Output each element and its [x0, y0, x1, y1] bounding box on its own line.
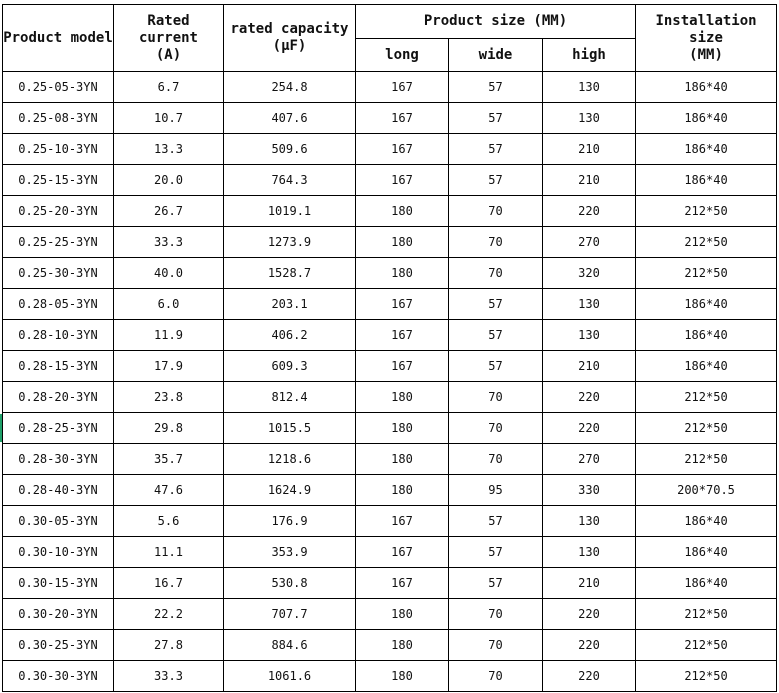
table-row	[3, 258, 777, 289]
cell-rated-capacity[interactable]: 1015.5	[224, 413, 356, 444]
cell-product-model[interactable]: 0.30-05-3YN	[3, 506, 114, 537]
cell-wide[interactable]: 70	[449, 661, 543, 692]
cell-installation-size[interactable]: 186*40	[636, 289, 777, 320]
cell-product-model[interactable]: 0.30-20-3YN	[3, 599, 114, 630]
cell-product-model[interactable]: 0.25-08-3YN	[3, 103, 114, 134]
cell-rated-capacity[interactable]: 509.6	[224, 134, 356, 165]
cell-rated-capacity[interactable]: 1019.1	[224, 196, 356, 227]
cell-rated-current[interactable]: 23.8	[114, 382, 224, 413]
cell-rated-current[interactable]: 47.6	[114, 475, 224, 506]
table-row	[3, 227, 777, 258]
cell-installation-size[interactable]: 186*40	[636, 568, 777, 599]
table-row	[3, 506, 777, 537]
cell-high[interactable]: 220	[543, 196, 636, 227]
cell-rated-capacity[interactable]: 812.4	[224, 382, 356, 413]
product-spec-table	[2, 4, 777, 692]
table-row	[3, 661, 777, 692]
cell-long[interactable]: 180	[356, 227, 449, 258]
cell-long[interactable]: 167	[356, 165, 449, 196]
header-product-size-label: Product size (MM)	[423, 13, 568, 29]
table-row	[3, 351, 777, 382]
cell-rated-current[interactable]: 27.8	[114, 630, 224, 661]
cell-product-model[interactable]: 0.25-30-3YN	[3, 258, 114, 289]
cell-long[interactable]: 180	[356, 475, 449, 506]
cell-high[interactable]: 130	[543, 320, 636, 351]
table-row	[3, 165, 777, 196]
cell-product-model[interactable]: 0.30-30-3YN	[3, 661, 114, 692]
cell-wide[interactable]: 57	[449, 103, 543, 134]
cell-rated-current[interactable]: 20.0	[114, 165, 224, 196]
cell-wide[interactable]: 70	[449, 227, 543, 258]
cell-high[interactable]: 130	[543, 289, 636, 320]
cell-installation-size[interactable]: 186*40	[636, 320, 777, 351]
cell-installation-size[interactable]: 186*40	[636, 506, 777, 537]
cell-rated-capacity[interactable]: 203.1	[224, 289, 356, 320]
cell-rated-current[interactable]: 11.1	[114, 537, 224, 568]
cell-high[interactable]: 220	[543, 599, 636, 630]
cell-product-model[interactable]: 0.28-30-3YN	[3, 444, 114, 475]
table-row	[3, 196, 777, 227]
cell-product-model[interactable]: 0.28-15-3YN	[3, 351, 114, 382]
cell-installation-size[interactable]: 186*40	[636, 351, 777, 382]
cell-installation-size[interactable]: 212*50	[636, 258, 777, 289]
table-header	[3, 5, 777, 72]
header-rated-capacity-label: rated capacity	[230, 21, 349, 37]
cell-long[interactable]: 167	[356, 537, 449, 568]
cell-wide[interactable]: 70	[449, 413, 543, 444]
cell-product-model[interactable]: 0.28-05-3YN	[3, 289, 114, 320]
table-row	[3, 289, 777, 320]
cell-product-model[interactable]: 0.25-15-3YN	[3, 165, 114, 196]
cell-long[interactable]: 180	[356, 258, 449, 289]
cell-product-model[interactable]: 0.30-15-3YN	[3, 568, 114, 599]
cell-rated-capacity[interactable]: 1218.6	[224, 444, 356, 475]
cell-long[interactable]: 167	[356, 506, 449, 537]
cell-rated-current[interactable]: 22.2	[114, 599, 224, 630]
cell-high[interactable]: 210	[543, 134, 636, 165]
table-row	[3, 537, 777, 568]
header-wide-label: wide	[478, 46, 513, 63]
cell-product-model[interactable]: 0.28-20-3YN	[3, 382, 114, 413]
cell-wide[interactable]: 57	[449, 289, 543, 320]
cell-installation-size[interactable]: 200*70.5	[636, 475, 777, 506]
cell-high[interactable]: 220	[543, 630, 636, 661]
cell-wide[interactable]: 57	[449, 568, 543, 599]
header-rated-capacity	[224, 5, 356, 72]
cell-installation-size[interactable]: 212*50	[636, 382, 777, 413]
cell-high[interactable]: 270	[543, 444, 636, 475]
cell-long[interactable]: 167	[356, 289, 449, 320]
header-high-label: high	[572, 46, 606, 63]
header-rated-capacity-unit: (μF)	[272, 38, 307, 54]
cell-rated-capacity[interactable]: 407.6	[224, 103, 356, 134]
table-row	[3, 72, 777, 103]
cell-rated-current[interactable]: 17.9	[114, 351, 224, 382]
header-wide	[449, 39, 543, 72]
cell-high[interactable]: 220	[543, 382, 636, 413]
cell-long[interactable]: 167	[356, 320, 449, 351]
table-row	[3, 134, 777, 165]
table-row	[3, 103, 777, 134]
cell-high[interactable]: 320	[543, 258, 636, 289]
cell-wide[interactable]: 70	[449, 382, 543, 413]
cell-product-model[interactable]: 0.25-10-3YN	[3, 134, 114, 165]
cell-rated-current[interactable]: 5.6	[114, 506, 224, 537]
cell-wide[interactable]: 70	[449, 196, 543, 227]
cell-long[interactable]: 180	[356, 599, 449, 630]
cell-wide[interactable]: 57	[449, 537, 543, 568]
header-installation-size-label: Installation size	[655, 12, 757, 46]
cell-product-model[interactable]: 0.28-10-3YN	[3, 320, 114, 351]
header-installation-size	[636, 5, 777, 72]
cell-installation-size[interactable]: 186*40	[636, 72, 777, 103]
cell-long[interactable]: 180	[356, 196, 449, 227]
cell-product-model[interactable]: 0.28-25-3YN	[3, 413, 114, 444]
cell-rated-current[interactable]: 11.9	[114, 320, 224, 351]
cell-high[interactable]: 220	[543, 661, 636, 692]
cell-long[interactable]: 167	[356, 134, 449, 165]
cell-wide[interactable]: 70	[449, 630, 543, 661]
cell-high[interactable]: 210	[543, 568, 636, 599]
cell-installation-size[interactable]: 212*50	[636, 661, 777, 692]
cell-high[interactable]: 330	[543, 475, 636, 506]
cell-product-model[interactable]: 0.30-10-3YN	[3, 537, 114, 568]
cell-installation-size[interactable]: 186*40	[636, 537, 777, 568]
cell-rated-current[interactable]: 26.7	[114, 196, 224, 227]
cell-high[interactable]: 210	[543, 351, 636, 382]
cell-rated-current[interactable]: 29.8	[114, 413, 224, 444]
cell-long[interactable]: 167	[356, 568, 449, 599]
table-row	[3, 475, 777, 506]
cell-product-model[interactable]: 0.25-20-3YN	[3, 196, 114, 227]
cell-wide[interactable]: 95	[449, 475, 543, 506]
cell-installation-size[interactable]: 186*40	[636, 103, 777, 134]
cell-installation-size[interactable]: 186*40	[636, 134, 777, 165]
cell-high[interactable]: 130	[543, 537, 636, 568]
cell-product-model[interactable]: 0.30-25-3YN	[3, 630, 114, 661]
cell-installation-size[interactable]: 186*40	[636, 165, 777, 196]
cell-rated-current[interactable]: 6.7	[114, 72, 224, 103]
header-long-label: long	[385, 46, 419, 63]
header-rated-current-unit: (A)	[155, 46, 182, 63]
cell-high[interactable]: 270	[543, 227, 636, 258]
cell-rated-current[interactable]: 6.0	[114, 289, 224, 320]
cell-rated-capacity[interactable]: 530.8	[224, 568, 356, 599]
table-row	[3, 630, 777, 661]
table-row	[3, 568, 777, 599]
cell-rated-current[interactable]: 10.7	[114, 103, 224, 134]
cell-rated-capacity[interactable]: 254.8	[224, 72, 356, 103]
cell-wide[interactable]: 57	[449, 351, 543, 382]
cell-long[interactable]: 167	[356, 72, 449, 103]
cell-long[interactable]: 180	[356, 630, 449, 661]
cell-rated-capacity[interactable]: 707.7	[224, 599, 356, 630]
cell-wide[interactable]: 57	[449, 134, 543, 165]
cell-rated-capacity[interactable]: 1528.7	[224, 258, 356, 289]
cell-long[interactable]: 167	[356, 351, 449, 382]
cell-rated-current[interactable]: 13.3	[114, 134, 224, 165]
cell-high[interactable]: 130	[543, 103, 636, 134]
cell-rated-capacity[interactable]: 1624.9	[224, 475, 356, 506]
table-row	[3, 382, 777, 413]
table-row	[3, 413, 777, 444]
cell-installation-size[interactable]: 212*50	[636, 630, 777, 661]
cell-wide[interactable]: 70	[449, 599, 543, 630]
cell-high[interactable]: 220	[543, 413, 636, 444]
cell-rated-capacity[interactable]: 1061.6	[224, 661, 356, 692]
cell-rated-current[interactable]: 33.3	[114, 227, 224, 258]
cell-installation-size[interactable]: 212*50	[636, 413, 777, 444]
table-row	[3, 599, 777, 630]
cell-installation-size[interactable]: 212*50	[636, 599, 777, 630]
cell-wide[interactable]: 57	[449, 165, 543, 196]
header-product-size	[356, 5, 636, 39]
cell-installation-size[interactable]: 212*50	[636, 444, 777, 475]
cell-rated-capacity[interactable]: 764.3	[224, 165, 356, 196]
cell-rated-capacity[interactable]: 353.9	[224, 537, 356, 568]
cell-wide[interactable]: 57	[449, 320, 543, 351]
cell-rated-capacity[interactable]: 884.6	[224, 630, 356, 661]
cell-long[interactable]: 180	[356, 444, 449, 475]
header-rated-current	[114, 5, 224, 72]
table-row	[3, 320, 777, 351]
cell-high[interactable]: 130	[543, 72, 636, 103]
header-product-model	[3, 5, 114, 72]
cell-long[interactable]: 180	[356, 661, 449, 692]
header-long	[356, 39, 449, 72]
cell-wide[interactable]: 70	[449, 258, 543, 289]
cell-product-model[interactable]: 0.25-25-3YN	[3, 227, 114, 258]
cell-rated-capacity[interactable]: 406.2	[224, 320, 356, 351]
cell-rated-current[interactable]: 35.7	[114, 444, 224, 475]
header-rated-current-label: Rated current	[138, 12, 198, 46]
table-row	[3, 444, 777, 475]
table-body	[3, 72, 777, 692]
header-high	[543, 39, 636, 72]
header-product-model-label: Product model	[3, 29, 113, 46]
cell-rated-current[interactable]: 16.7	[114, 568, 224, 599]
cell-high[interactable]: 210	[543, 165, 636, 196]
cell-product-model[interactable]: 0.28-40-3YN	[3, 475, 114, 506]
cell-rated-capacity[interactable]: 1273.9	[224, 227, 356, 258]
cell-wide[interactable]: 57	[449, 72, 543, 103]
cell-wide[interactable]: 70	[449, 444, 543, 475]
cell-long[interactable]: 180	[356, 413, 449, 444]
cell-rated-current[interactable]: 33.3	[114, 661, 224, 692]
cell-high[interactable]: 130	[543, 506, 636, 537]
header-installation-size-unit: (MM)	[689, 46, 723, 63]
cell-long[interactable]: 180	[356, 382, 449, 413]
cell-installation-size[interactable]: 212*50	[636, 227, 777, 258]
cell-installation-size[interactable]: 212*50	[636, 196, 777, 227]
cell-rated-capacity[interactable]: 176.9	[224, 506, 356, 537]
cell-rated-capacity[interactable]: 609.3	[224, 351, 356, 382]
cell-wide[interactable]: 57	[449, 506, 543, 537]
cell-rated-current[interactable]: 40.0	[114, 258, 224, 289]
cell-long[interactable]: 167	[356, 103, 449, 134]
cell-product-model[interactable]: 0.25-05-3YN	[3, 72, 114, 103]
